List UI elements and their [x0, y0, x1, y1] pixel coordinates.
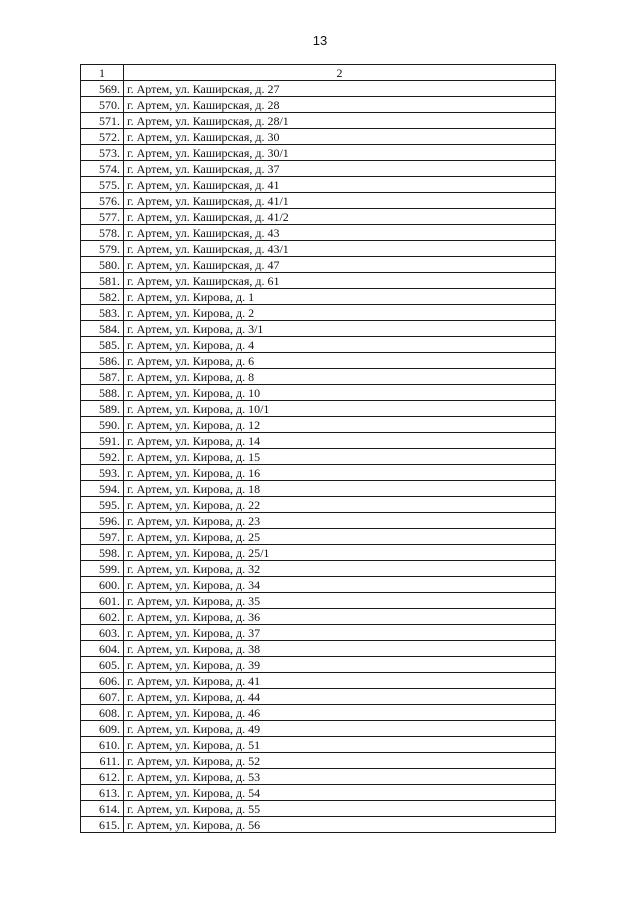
row-number: 594.	[81, 481, 124, 497]
row-address: г. Артем, ул. Каширская, д. 41/2	[124, 209, 556, 225]
row-number: 574.	[81, 161, 124, 177]
row-number: 607.	[81, 689, 124, 705]
row-number: 572.	[81, 129, 124, 145]
row-address: г. Артем, ул. Кирова, д. 10	[124, 385, 556, 401]
row-number: 570.	[81, 97, 124, 113]
row-address: г. Артем, ул. Кирова, д. 56	[124, 817, 556, 833]
row-address: г. Артем, ул. Кирова, д. 54	[124, 785, 556, 801]
table-row	[81, 193, 556, 209]
table-header-row	[81, 65, 556, 81]
table-row	[81, 433, 556, 449]
row-address: г. Артем, ул. Кирова, д. 36	[124, 609, 556, 625]
row-number: 610.	[81, 737, 124, 753]
row-number: 586.	[81, 353, 124, 369]
table-row	[81, 209, 556, 225]
row-number: 598.	[81, 545, 124, 561]
row-number: 608.	[81, 705, 124, 721]
row-number: 576.	[81, 193, 124, 209]
row-address: г. Артем, ул. Кирова, д. 52	[124, 753, 556, 769]
row-number: 573.	[81, 145, 124, 161]
row-number: 599.	[81, 561, 124, 577]
row-address: г. Артем, ул. Каширская, д. 43	[124, 225, 556, 241]
row-address: г. Артем, ул. Кирова, д. 35	[124, 593, 556, 609]
row-address: г. Артем, ул. Кирова, д. 1	[124, 289, 556, 305]
column-header-number: 1	[81, 65, 124, 81]
table-row	[81, 817, 556, 833]
row-address: г. Артем, ул. Каширская, д. 47	[124, 257, 556, 273]
row-number: 579.	[81, 241, 124, 257]
table-row	[81, 417, 556, 433]
table-row	[81, 305, 556, 321]
table-row	[81, 657, 556, 673]
row-address: г. Артем, ул. Кирова, д. 15	[124, 449, 556, 465]
table-row	[81, 129, 556, 145]
table-row	[81, 705, 556, 721]
table-row	[81, 241, 556, 257]
table-row	[81, 785, 556, 801]
table-row	[81, 321, 556, 337]
row-number: 615.	[81, 817, 124, 833]
table-body	[81, 81, 556, 833]
row-number: 592.	[81, 449, 124, 465]
row-number: 595.	[81, 497, 124, 513]
table-row	[81, 689, 556, 705]
table-row	[81, 545, 556, 561]
table-row	[81, 449, 556, 465]
row-number: 604.	[81, 641, 124, 657]
row-number: 585.	[81, 337, 124, 353]
table-row	[81, 289, 556, 305]
row-address: г. Артем, ул. Кирова, д. 10/1	[124, 401, 556, 417]
table-row	[81, 753, 556, 769]
table-row	[81, 257, 556, 273]
row-number: 603.	[81, 625, 124, 641]
row-address: г. Артем, ул. Каширская, д. 28	[124, 97, 556, 113]
row-address: г. Артем, ул. Кирова, д. 53	[124, 769, 556, 785]
row-address: г. Артем, ул. Кирова, д. 2	[124, 305, 556, 321]
row-address: г. Артем, ул. Кирова, д. 44	[124, 689, 556, 705]
row-number: 611.	[81, 753, 124, 769]
table-row	[81, 385, 556, 401]
row-address: г. Артем, ул. Кирова, д. 12	[124, 417, 556, 433]
table-row	[81, 609, 556, 625]
row-number: 577.	[81, 209, 124, 225]
row-address: г. Артем, ул. Кирова, д. 49	[124, 721, 556, 737]
row-address: г. Артем, ул. Кирова, д. 23	[124, 513, 556, 529]
table-row	[81, 721, 556, 737]
row-number: 600.	[81, 577, 124, 593]
table-row	[81, 369, 556, 385]
row-address: г. Артем, ул. Кирова, д. 39	[124, 657, 556, 673]
row-number: 571.	[81, 113, 124, 129]
row-address: г. Артем, ул. Каширская, д. 30	[124, 129, 556, 145]
table-row	[81, 641, 556, 657]
table-row	[81, 337, 556, 353]
table-row	[81, 177, 556, 193]
table-row	[81, 593, 556, 609]
row-number: 605.	[81, 657, 124, 673]
row-address: г. Артем, ул. Кирова, д. 51	[124, 737, 556, 753]
row-address: г. Артем, ул. Каширская, д. 43/1	[124, 241, 556, 257]
row-address: г. Артем, ул. Кирова, д. 46	[124, 705, 556, 721]
row-number: 569.	[81, 81, 124, 97]
row-number: 593.	[81, 465, 124, 481]
table-row	[81, 513, 556, 529]
row-address: г. Артем, ул. Кирова, д. 18	[124, 481, 556, 497]
page-number: 13	[312, 33, 328, 48]
row-number: 582.	[81, 289, 124, 305]
row-number: 580.	[81, 257, 124, 273]
row-number: 587.	[81, 369, 124, 385]
table-row	[81, 401, 556, 417]
table-row	[81, 273, 556, 289]
table-row	[81, 737, 556, 753]
table-row	[81, 529, 556, 545]
row-address: г. Артем, ул. Кирова, д. 14	[124, 433, 556, 449]
row-address: г. Артем, ул. Кирова, д. 25	[124, 529, 556, 545]
row-address: г. Артем, ул. Каширская, д. 37	[124, 161, 556, 177]
row-address: г. Артем, ул. Кирова, д. 41	[124, 673, 556, 689]
row-address: г. Артем, ул. Каширская, д. 27	[124, 81, 556, 97]
row-number: 589.	[81, 401, 124, 417]
row-address: г. Артем, ул. Кирова, д. 55	[124, 801, 556, 817]
row-number: 609.	[81, 721, 124, 737]
column-header-address: 2	[124, 65, 556, 81]
row-number: 584.	[81, 321, 124, 337]
table-row	[81, 225, 556, 241]
table-row	[81, 769, 556, 785]
table-row	[81, 465, 556, 481]
table-row	[81, 161, 556, 177]
row-address: г. Артем, ул. Кирова, д. 3/1	[124, 321, 556, 337]
row-number: 596.	[81, 513, 124, 529]
row-address: г. Артем, ул. Каширская, д. 61	[124, 273, 556, 289]
table-row	[81, 145, 556, 161]
row-number: 614.	[81, 801, 124, 817]
row-address: г. Артем, ул. Кирова, д. 34	[124, 577, 556, 593]
table-row	[81, 97, 556, 113]
row-address: г. Артем, ул. Кирова, д. 4	[124, 337, 556, 353]
table-row	[81, 81, 556, 97]
table-row	[81, 481, 556, 497]
table-row	[81, 561, 556, 577]
row-address: г. Артем, ул. Кирова, д. 6	[124, 353, 556, 369]
row-address: г. Артем, ул. Кирова, д. 38	[124, 641, 556, 657]
row-number: 578.	[81, 225, 124, 241]
row-address: г. Артем, ул. Каширская, д. 30/1	[124, 145, 556, 161]
row-number: 591.	[81, 433, 124, 449]
row-address: г. Артем, ул. Каширская, д. 41/1	[124, 193, 556, 209]
row-number: 601.	[81, 593, 124, 609]
row-address: г. Артем, ул. Кирова, д. 8	[124, 369, 556, 385]
row-address: г. Артем, ул. Кирова, д. 22	[124, 497, 556, 513]
row-number: 597.	[81, 529, 124, 545]
table-row	[81, 625, 556, 641]
table-row	[81, 801, 556, 817]
row-number: 613.	[81, 785, 124, 801]
row-number: 583.	[81, 305, 124, 321]
row-address: г. Артем, ул. Каширская, д. 28/1	[124, 113, 556, 129]
table-row	[81, 353, 556, 369]
row-number: 581.	[81, 273, 124, 289]
row-address: г. Артем, ул. Кирова, д. 37	[124, 625, 556, 641]
row-address: г. Артем, ул. Кирова, д. 16	[124, 465, 556, 481]
table-row	[81, 497, 556, 513]
table-row	[81, 673, 556, 689]
row-number: 612.	[81, 769, 124, 785]
row-address: г. Артем, ул. Каширская, д. 41	[124, 177, 556, 193]
table-row	[81, 113, 556, 129]
row-address: г. Артем, ул. Кирова, д. 25/1	[124, 545, 556, 561]
row-number: 606.	[81, 673, 124, 689]
row-address: г. Артем, ул. Кирова, д. 32	[124, 561, 556, 577]
row-number: 590.	[81, 417, 124, 433]
row-number: 602.	[81, 609, 124, 625]
address-table	[80, 64, 556, 833]
table-row	[81, 577, 556, 593]
row-number: 575.	[81, 177, 124, 193]
row-number: 588.	[81, 385, 124, 401]
